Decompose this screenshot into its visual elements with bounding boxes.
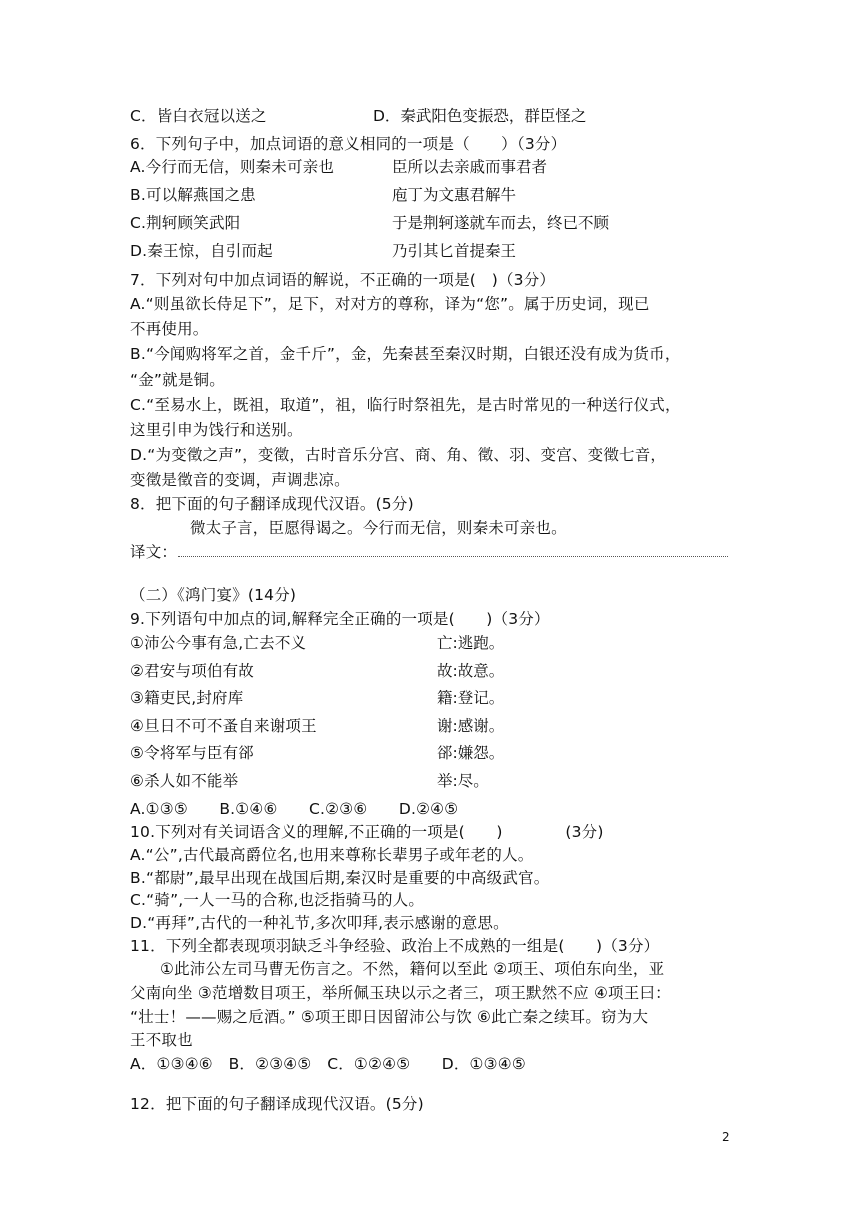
q11-passage-2: 父南向坐 ③范增数目项王，举所佩玉玦以示之者三，项王默然不应 ④项王曰： bbox=[130, 984, 671, 1002]
q7-option-c: C.“至易水上，既祖，取道”，祖，临行时祭祖先，是古时常见的一种送行仪式， bbox=[130, 396, 681, 414]
q6-c-right: 于是荆轲遂就车而去，终已不顾 bbox=[392, 214, 610, 232]
q6-b-right: 庖丁为文惠君解牛 bbox=[392, 186, 517, 204]
q9-item-1-gloss: 亡:逃跑。 bbox=[437, 634, 505, 652]
q9-item-4: ④旦日不可不蚤自来谢项王 bbox=[130, 717, 317, 735]
q5-option-d: D．秦武阳色变振恐，群臣怪之 bbox=[373, 107, 587, 125]
q9-item-3-gloss: 籍:登记。 bbox=[437, 689, 505, 707]
q8-sentence: 微太子言，臣愿得谒之。今行而无信，则秦未可亲也。 bbox=[190, 519, 567, 537]
q5-option-c: C．皆白衣冠以送之 bbox=[130, 107, 267, 125]
q8-answer-label: 译文： bbox=[130, 543, 178, 561]
q9-item-2-gloss: 故:故意。 bbox=[437, 662, 505, 680]
answer-dotted-line bbox=[178, 556, 728, 557]
q6-a-right: 臣所以去亲戚而事君者 bbox=[392, 158, 548, 176]
q7-option-c-cont: 这里引申为饯行和送别。 bbox=[130, 421, 303, 439]
q7-option-a: A.“则虽欲长侍足下”，足下，对对方的尊称，译为“您”。属于历史词，现已 bbox=[130, 295, 650, 313]
q6-d-left: D.秦王惊，自引而起 bbox=[130, 242, 273, 260]
q7-option-a-cont: 不再使用。 bbox=[130, 320, 209, 338]
q7-option-b: B.“今闻购将军之首，金千斤”，金，先秦甚至秦汉时期，白银还没有成为货币， bbox=[130, 345, 681, 363]
q9-item-4-gloss: 谢:感谢。 bbox=[437, 717, 505, 735]
q9-stem: 9.下列语句中加点的词,解释完全正确的一项是( )（3分） bbox=[130, 610, 550, 628]
q11-passage-3: “壮士！——赐之卮酒。” ⑤项王即日因留沛公与饮 ⑥此亡秦之续耳。窃为大 bbox=[130, 1008, 649, 1026]
q6-d-right: 乃引其匕首提秦王 bbox=[392, 242, 517, 260]
page-number: 2 bbox=[722, 1130, 730, 1144]
q11-passage-4: 王不取也 bbox=[130, 1031, 193, 1049]
q9-item-6: ⑥杀人如不能举 bbox=[130, 772, 239, 790]
q9-item-1: ①沛公今事有急,亡去不义 bbox=[130, 634, 307, 652]
q9-item-2: ②君安与项伯有故 bbox=[130, 662, 254, 680]
q10-option-a: A.“公”,古代最高爵位名,也用来尊称长辈男子或年老的人。 bbox=[130, 846, 534, 864]
q8-stem: 8．把下面的句子翻译成现代汉语。(5分) bbox=[130, 495, 414, 513]
q7-stem: 7．下列对句中加点词语的解说，不正确的一项是( )（3分） bbox=[130, 271, 556, 289]
q9-choices: A.①③⑤ B.①④⑥ C.②③⑥ D.②④⑤ bbox=[130, 800, 459, 818]
q10-stem: 10.下列对有关词语含义的理解,不正确的一项是( ) (3分) bbox=[130, 823, 604, 841]
q7-option-d: D.“为变徵之声”，变徵，古时音乐分宫、商、角、徵、羽、变宫、变徵七音， bbox=[130, 446, 667, 464]
q9-item-6-gloss: 举:尽。 bbox=[437, 772, 489, 790]
section-2-heading: （二）《鸿门宴》(14分) bbox=[130, 586, 297, 604]
q9-item-5-gloss: 郤:嫌怨。 bbox=[437, 744, 505, 762]
q11-stem: 11．下列全都表现项羽缺乏斗争经验、政治上不成熟的一组是( )（3分） bbox=[130, 937, 660, 955]
q10-option-c: C.“骑”,一人一马的合称,也泛指骑马的人。 bbox=[130, 891, 425, 909]
q6-b-left: B.可以解燕国之患 bbox=[130, 186, 256, 204]
q7-option-d-cont: 变徵是徵音的变调，声调悲凉。 bbox=[130, 471, 350, 489]
q6-c-left: C.荆轲顾笑武阳 bbox=[130, 214, 241, 232]
q10-option-b: B.“都尉”,最早出现在战国后期,秦汉时是重要的中高级武官。 bbox=[130, 869, 550, 887]
q9-item-5: ⑤令将军与臣有郤 bbox=[130, 744, 254, 762]
q6-a-left: A.今行而无信，则秦未可亲也 bbox=[130, 158, 335, 176]
q11-choices: A．①③④⑥ B．②③④⑤ C．①②④⑤ D．①③④⑤ bbox=[130, 1055, 526, 1073]
q6-stem: 6．下列句子中，加点词语的意义相同的一项是（ ）（3分） bbox=[130, 135, 567, 153]
q7-option-b-cont: “金”就是铜。 bbox=[130, 371, 225, 389]
q12-stem: 12．把下面的句子翻译成现代汉语。(5分) bbox=[130, 1095, 424, 1113]
q10-option-d: D.“再拜”,古代的一种礼节,多次叩拜,表示感谢的意思。 bbox=[130, 914, 509, 932]
q11-passage-1: ①此沛公左司马曹无伤言之。不然，籍何以至此 ②项王、项伯东向坐，亚 bbox=[160, 960, 665, 978]
q9-item-3: ③籍吏民,封府库 bbox=[130, 689, 244, 707]
